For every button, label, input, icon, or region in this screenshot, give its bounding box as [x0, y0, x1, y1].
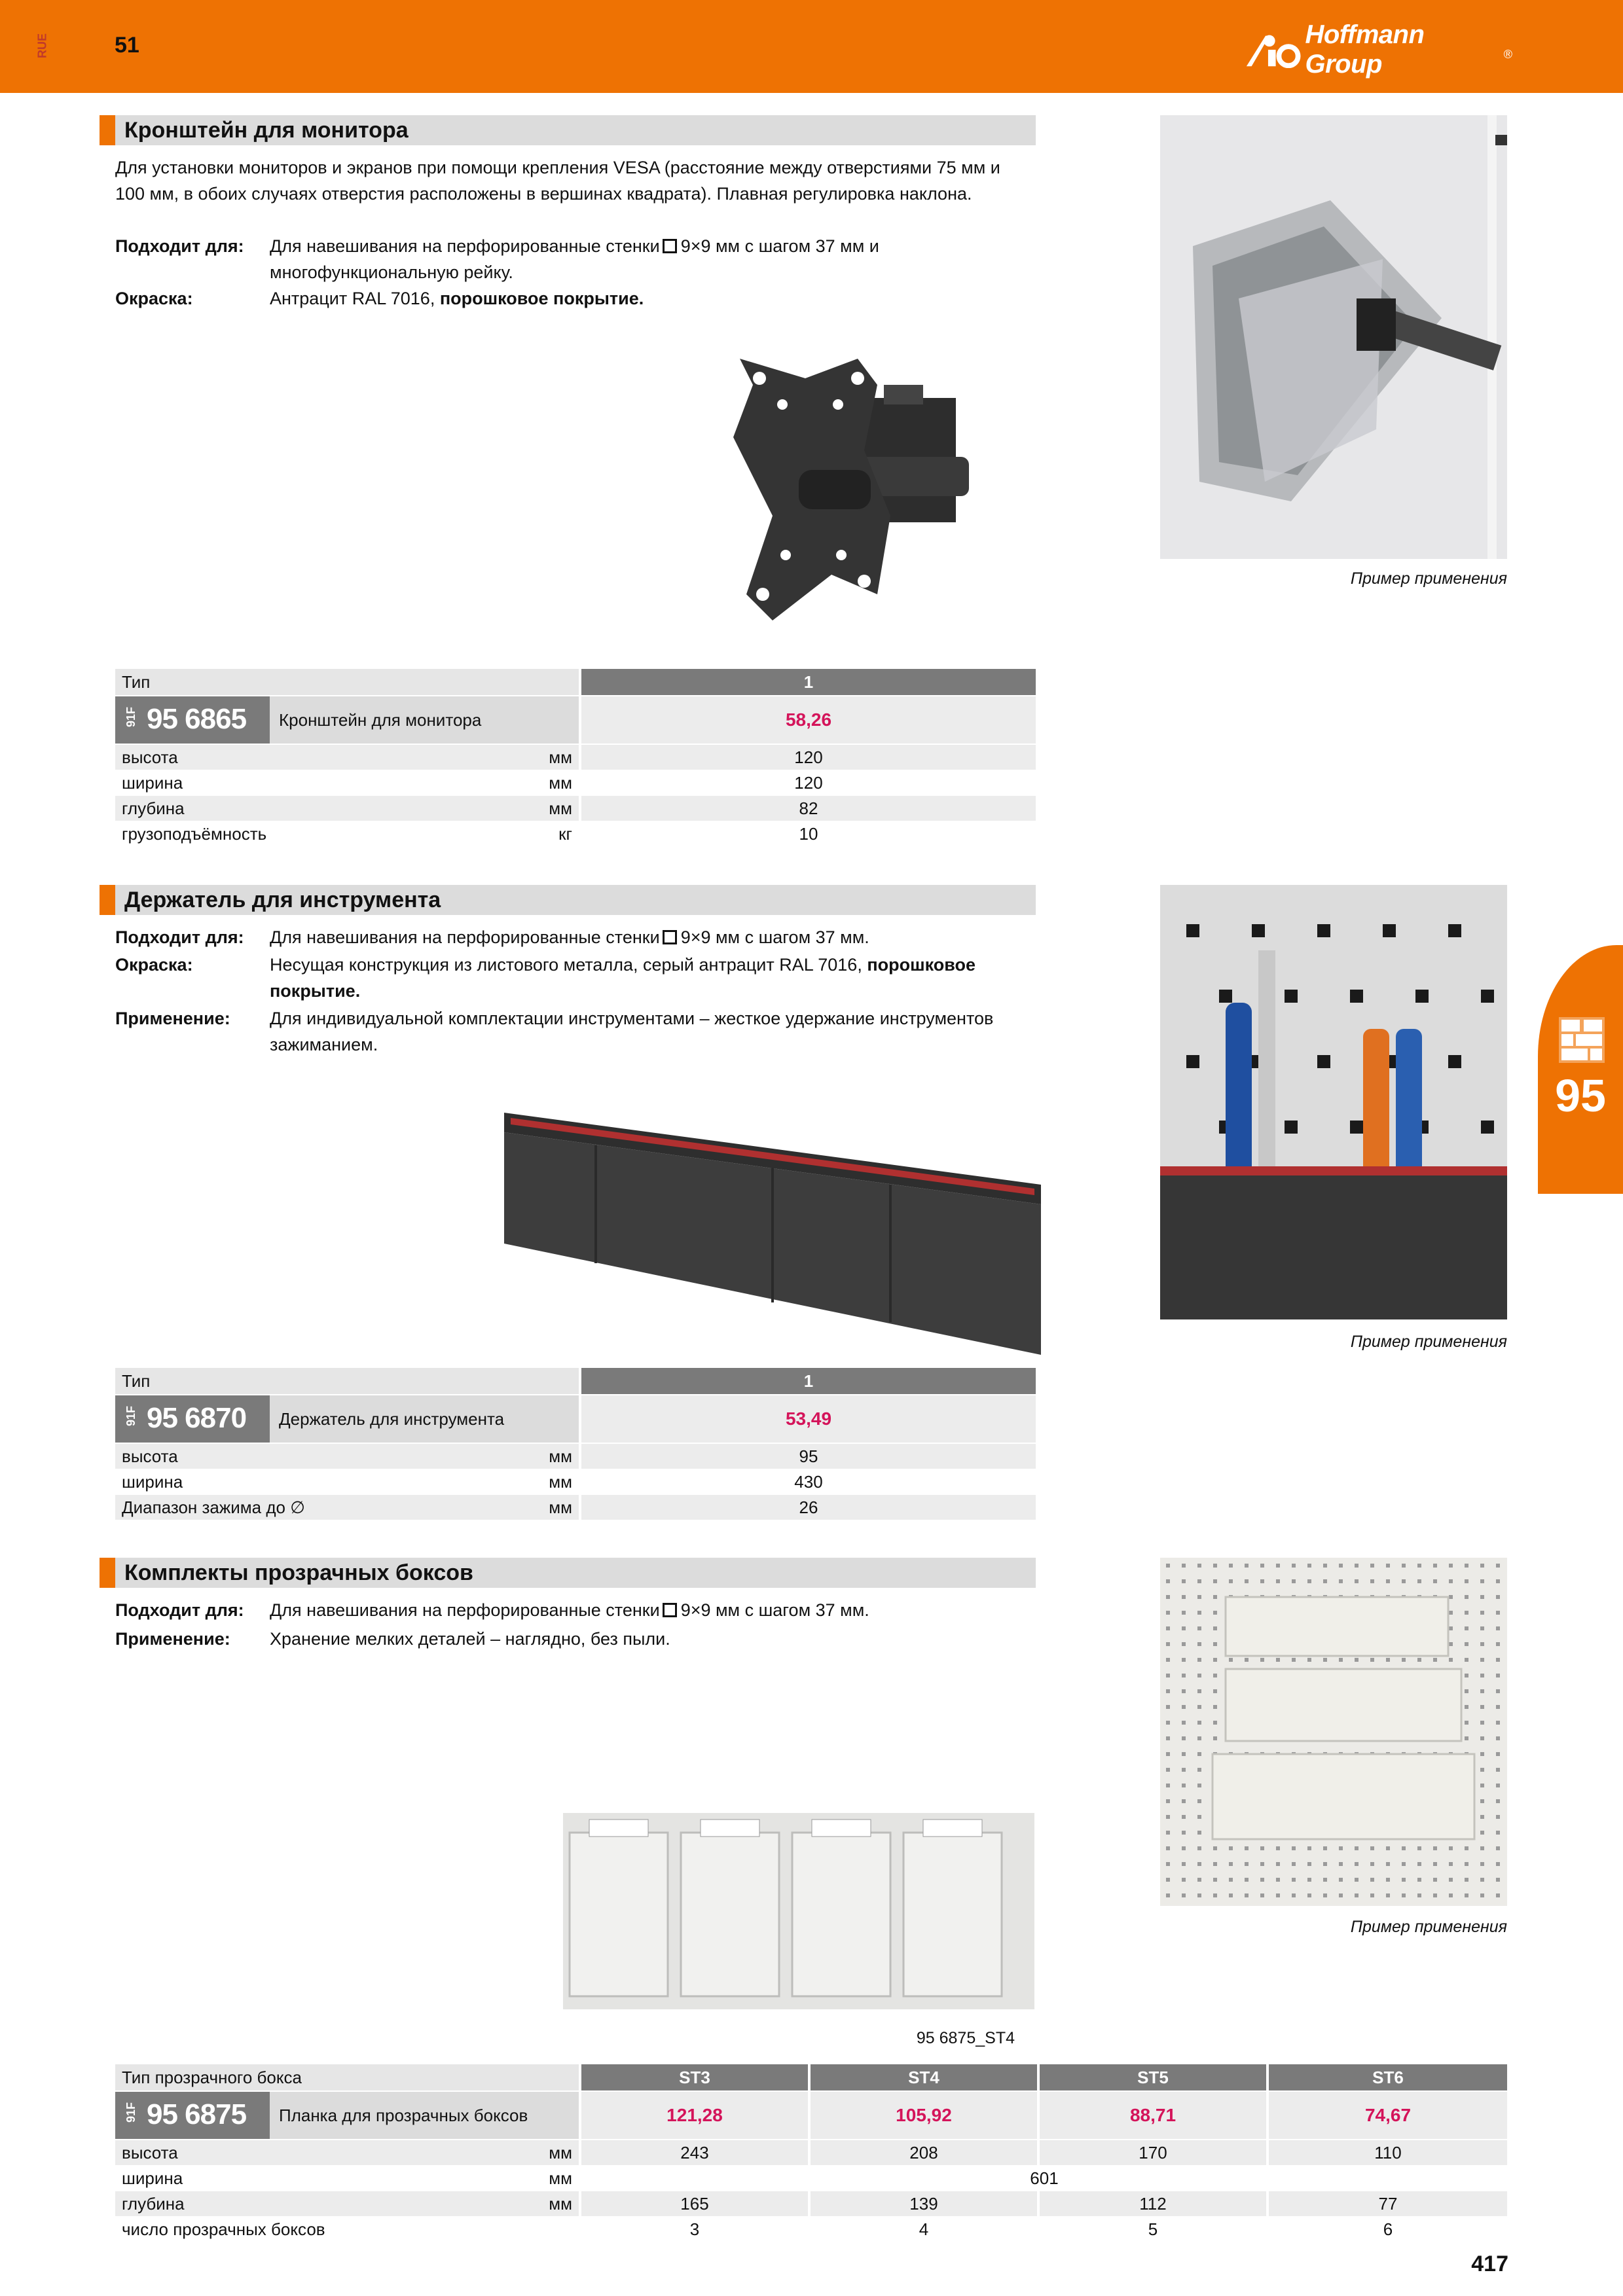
header-bar: [0, 0, 1623, 93]
price: 88,71: [1040, 2092, 1266, 2139]
tool-holder-fits-row: [115, 924, 1045, 950]
tool-holder-caption: Пример применения: [1350, 1333, 1507, 1351]
article-number: 95 6865: [147, 703, 247, 735]
row-value: 26: [581, 1495, 1036, 1520]
row-unit: мм: [549, 798, 572, 818]
fits-label: Подходит для:: [115, 927, 244, 947]
price: 74,67: [1269, 2092, 1507, 2139]
row-label: грузоподъёмность: [122, 824, 267, 844]
article-box: [115, 2092, 270, 2139]
row-value: 139: [811, 2191, 1037, 2216]
row-unit: мм: [549, 2143, 572, 2162]
tool-holder-photo-icon: [1160, 885, 1507, 1319]
row-value: 10: [799, 824, 818, 844]
page-number: 417: [1471, 2251, 1508, 2276]
row-label: ширина: [122, 2168, 183, 2188]
row-value: 4: [919, 2219, 929, 2239]
row-label: высота: [122, 1446, 178, 1466]
row-unit: мм: [549, 1472, 572, 1492]
table-column-header: 1: [581, 1368, 1036, 1394]
article-name: Планка для прозрачных боксов: [270, 2092, 579, 2139]
row-unit: кг: [558, 824, 572, 844]
fits-text-pre: Для навешивания на перфорированные стенки: [270, 236, 660, 256]
row-label: высота: [122, 747, 178, 767]
row-label: Диапазон зажима до ∅: [122, 1498, 305, 1517]
article-prefix: 91F: [124, 1406, 137, 1427]
paint-text: Антрацит RAL 7016,: [270, 289, 435, 308]
clear-boxes-example-photo: [1160, 1558, 1507, 1906]
clear-boxes-image-code: 95 6875_ST4: [916, 2029, 1015, 2047]
fits-label: Подходит для:: [115, 1600, 244, 1620]
article-prefix: 91F: [124, 2102, 137, 2123]
monitor-bracket-fits-row: [115, 233, 1045, 285]
paint-text: Несущая конструкция из листового металла, серый антрацит RAL 7016,: [270, 955, 862, 975]
chapter-number: 95: [1555, 1070, 1606, 1121]
clear-boxes-photo-icon: [1160, 1558, 1507, 1906]
row-unit: мм: [549, 2168, 572, 2188]
clear-boxes-use-row: [115, 1626, 1045, 1652]
row-value: 165: [581, 2191, 808, 2216]
brand-name: Hoffmann Group: [1305, 20, 1425, 79]
article-box: [115, 1395, 270, 1443]
row-value: 82: [581, 796, 1036, 821]
price: 58,26: [581, 696, 1036, 744]
clear-boxes-fits-row: [115, 1597, 1045, 1623]
row-unit: мм: [549, 773, 572, 793]
brand-logo: [1244, 20, 1512, 79]
clear-boxes-image: [563, 1813, 1034, 2009]
row-label: глубина: [122, 798, 185, 818]
table-type-label: Тип прозрачного бокса: [115, 2064, 579, 2090]
row-label: высота: [122, 2143, 178, 2162]
row-value: 112: [1040, 2191, 1266, 2216]
row-value: 77: [1269, 2191, 1507, 2216]
monitor-bracket-image: [733, 359, 1021, 620]
tool-holder-image: [498, 1113, 1048, 1355]
price: 121,28: [581, 2092, 808, 2139]
pegboard-category-icon: [1559, 1017, 1605, 1063]
fits-text-post: 9×9 мм с шагом 37 мм.: [680, 1600, 869, 1620]
monitor-bracket-photo-icon: [1160, 115, 1507, 559]
row-label: ширина: [122, 773, 183, 793]
tool-holder-example-photo: [1160, 885, 1507, 1319]
fits-text-pre: Для навешивания на перфорированные стенки: [270, 927, 660, 947]
row-value: 3: [689, 2219, 700, 2239]
table-column-header: ST4: [811, 2064, 1037, 2090]
monitor-bracket-caption: Пример применения: [1350, 569, 1507, 588]
section-title-tool-holder: Держатель для инструмента: [100, 885, 1036, 915]
table-type-label: Тип: [115, 1368, 579, 1394]
use-label: Применение:: [115, 1629, 230, 1649]
paint-bold: порошковое покрытие.: [270, 955, 976, 1001]
row-value: 95: [581, 1444, 1036, 1469]
table-column-header: ST6: [1269, 2064, 1507, 2090]
table-column-header: ST5: [1040, 2064, 1266, 2090]
table-column-header: ST3: [581, 2064, 808, 2090]
row-label: глубина: [122, 2194, 185, 2214]
row-value: 5: [1148, 2219, 1158, 2239]
page-code: 51: [115, 33, 139, 58]
row-value: 430: [794, 1472, 823, 1492]
article-number: 95 6875: [147, 2098, 247, 2130]
square-icon: [663, 1603, 677, 1617]
fits-text-post: 9×9 мм с шагом 37 мм и многофункциональную рейку.: [270, 236, 879, 282]
row-label: число прозрачных боксов: [122, 2219, 325, 2239]
use-text: Для индивидуальной комплектации инструментами – жесткое удержание инструментов зажиманием.: [270, 1009, 994, 1054]
row-value: 208: [811, 2140, 1037, 2165]
table-type-label: Тип: [115, 669, 579, 695]
row-label: ширина: [122, 1472, 183, 1492]
hoffmann-logo-icon: [1244, 31, 1301, 68]
section-title-monitor-bracket: Кронштейн для монитора: [100, 115, 1036, 145]
monitor-bracket-paint-row: [115, 285, 1045, 312]
tool-holder-paint-row: [115, 952, 1045, 1004]
square-icon: [663, 930, 677, 944]
chapter-side-tab: [1538, 945, 1623, 1194]
paint-label: Окраска:: [115, 289, 193, 308]
article-number: 95 6870: [147, 1402, 247, 1434]
table-column-header: 1: [581, 669, 1036, 695]
paint-label: Окраска:: [115, 955, 193, 975]
row-value: 110: [1269, 2140, 1507, 2165]
row-unit: мм: [549, 1446, 572, 1466]
row-unit: мм: [549, 1498, 572, 1517]
article-name: Держатель для инструмента: [270, 1395, 579, 1443]
section-title-clear-boxes: Комплекты прозрачных боксов: [100, 1558, 1036, 1588]
paint-bold: порошковое покрытие.: [439, 289, 644, 308]
row-value: 120: [581, 745, 1036, 770]
price: 53,49: [581, 1395, 1036, 1443]
square-icon: [663, 239, 677, 253]
fits-text-post: 9×9 мм с шагом 37 мм.: [680, 927, 869, 947]
article-box: [115, 696, 270, 744]
row-value: 120: [794, 773, 823, 793]
fits-label: Подходит для:: [115, 236, 244, 256]
monitor-bracket-intro: Для установки мониторов и экранов при помощи крепления VESA (расстояние между отверстиями 75 мм и 100 мм, в обоих случаях отверстия расположены в вершинах квадрата). Плавная регулировка наклона.: [115, 158, 1000, 204]
use-label: Применение:: [115, 1009, 230, 1028]
fits-text-pre: Для навешивания на перфорированные стенки: [270, 1600, 660, 1620]
row-value: 243: [581, 2140, 808, 2165]
price: 105,92: [811, 2092, 1037, 2139]
article-prefix: 91F: [124, 707, 137, 728]
brand-registered: ®: [1503, 47, 1512, 61]
article-name: Кронштейн для монитора: [270, 696, 579, 744]
row-unit: мм: [549, 2194, 572, 2214]
tool-holder-use-row: [115, 1005, 1045, 1058]
row-value: 6: [1383, 2219, 1393, 2239]
row-unit: мм: [549, 747, 572, 767]
use-text: Хранение мелких деталей – наглядно, без пыли.: [270, 1629, 670, 1649]
clear-boxes-caption: Пример применения: [1350, 1918, 1507, 1936]
row-value-merged: 601: [1030, 2168, 1059, 2188]
side-code: RUE: [35, 33, 49, 59]
monitor-bracket-example-photo: [1160, 115, 1507, 559]
row-value: 170: [1040, 2140, 1266, 2165]
